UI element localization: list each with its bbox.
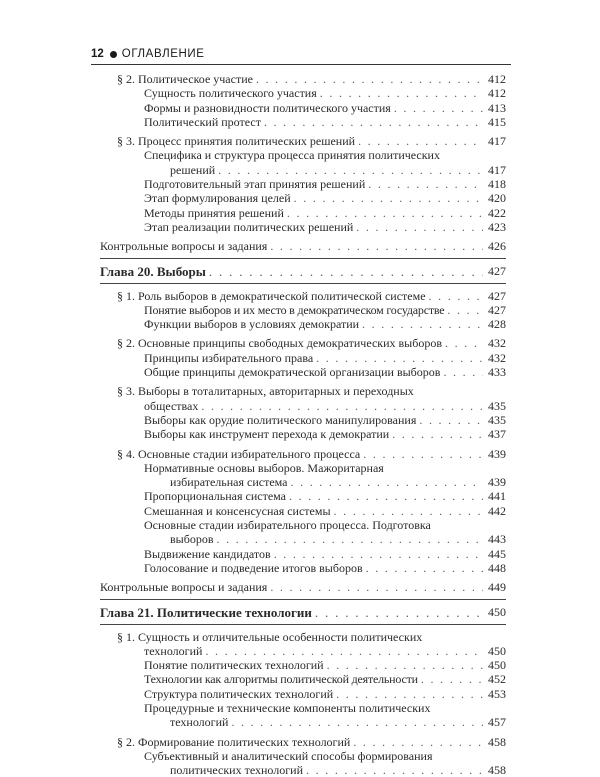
leader-dots [201,399,483,413]
leader-dots [421,672,483,686]
toc-entry-page: 420 [488,191,506,206]
leader-dots [336,687,483,701]
toc-entry-label: технологий [170,715,229,730]
toc-entry-label-line1: § 3. Выборы в тоталитарных, авторитарных и переходных [117,384,414,399]
toc-entry-label: Глава 21. Политические технологии [100,604,312,620]
leader-dots [356,220,483,234]
leader-dots [217,532,484,546]
toc-entry-label: технологий [144,643,203,658]
toc-entry-subsection[interactable] [100,206,506,220]
divider [100,599,506,600]
toc-entry-section[interactable] [100,384,506,413]
toc-entry-subsection[interactable] [100,701,506,730]
toc-entry-page: 412 [488,86,506,101]
toc-entry-page: 428 [488,317,506,332]
toc-entry-subsection[interactable] [100,351,506,365]
toc-entry-subsection[interactable] [100,687,506,701]
toc-entry-label-line1: § 1. Сущность и отличительные особенности политических [117,629,423,644]
header-title: ОГЛАВЛЕНИЕ [121,48,205,60]
toc-entry-page: 418 [488,177,506,192]
toc-entry-page: 452 [488,672,506,687]
leader-dots [315,605,483,620]
toc-entry-subsection[interactable] [100,86,506,100]
toc-entry-subsection[interactable] [100,177,506,191]
toc-entry-label: Методы принятия решений [144,205,284,220]
toc-entry-page: 417 [488,134,506,149]
leader-dots [327,658,483,672]
leader-dots [392,427,483,441]
toc-entry-label: Голосование и подведение итогов выборов [144,560,363,575]
page-number: 12 [91,48,104,60]
divider [100,258,506,259]
toc-entry-page: 432 [488,350,506,365]
leader-dots [209,264,483,279]
toc-entry-section[interactable] [100,630,506,659]
toc-entry-page: 439 [488,446,506,461]
leader-dots [366,561,483,575]
toc-entry-subsection[interactable] [100,561,506,575]
toc-entry-page: 442 [488,503,506,518]
toc-entry-label-line1: Нормативные основы выборов. Мажоритарная [144,460,384,475]
toc-entry-label: Пропорциональная система [144,489,286,504]
toc-entry-label: Сущность политического участия [144,86,317,101]
toc-entry-label: Контрольные вопросы и задания [100,239,268,254]
toc-entry-page: 412 [488,72,506,86]
running-header [91,44,511,65]
toc-entry-subsection[interactable] [100,504,506,518]
toc-entry-page: 449 [488,580,506,595]
toc-entry-label: Контрольные вопросы и задания [100,580,268,595]
leader-dots [291,475,484,489]
toc-entry-page: 445 [488,546,506,561]
toc-entry-subsection[interactable] [100,115,506,129]
toc-entry-chapter[interactable] [100,264,506,279]
toc-entry-label: § 2. Основные принципы свободных демократических выборов [117,336,443,351]
toc-entry-label: решений [170,162,216,177]
toc-entry-label: Структура политических технологий [144,686,334,701]
toc-entry-label: Технологии как алгоритмы политической деятельности [144,672,418,687]
toc-entry-page: 458 [488,763,506,777]
toc-entry-label: Выборы как инструмент перехода к демократии [144,427,390,442]
toc-entry-page: 413 [488,100,506,115]
toc-entry-label: Политический протест [144,114,261,129]
toc-entry-page: 453 [488,686,506,701]
leader-dots [334,504,483,518]
leader-dots [231,715,483,729]
leader-dots [256,72,483,86]
toc-entry-page: 427 [488,288,506,303]
toc-entry-label: Понятие политических технологий [144,658,324,673]
leader-dots [320,86,483,100]
toc-entry-page: 435 [488,412,506,427]
toc-entry-subsection[interactable] [100,427,506,441]
leader-dots [447,303,483,317]
leader-dots [363,447,483,461]
toc-entry-page: 417 [488,162,506,177]
toc-entry-label: Подготовительный этап принятия решений [144,177,366,192]
toc-entry-page: 426 [488,239,506,254]
leader-dots [218,163,483,177]
toc-entry-page: 443 [488,532,506,547]
divider [100,283,506,284]
toc-entry-subsection[interactable] [100,220,506,234]
leader-dots [289,489,483,503]
toc-entry-subsection[interactable] [100,303,506,317]
toc-entry-label: Глава 20. Выборы [100,263,206,279]
toc-entry-label: § 3. Процесс принятия политических решений [117,134,356,149]
toc-entry-subsection[interactable] [100,518,506,547]
toc-entry-label: Понятие выборов и их место в демократическом государстве [144,302,445,317]
toc-entry-page: 422 [488,205,506,220]
toc-entry-label: Принципы избирательного права [144,350,314,365]
leader-dots [419,413,483,427]
toc-entry-label: Выдвижение кандидатов [144,546,271,561]
leader-dots [306,763,483,777]
toc-entry-section[interactable] [100,289,506,303]
toc-entry-label-line1: Основные стадии избирательного процесса. Подготовка [144,518,431,533]
toc-entry-section[interactable] [100,134,506,148]
toc-entry-label: выборов [170,532,214,547]
toc-entry-subsection[interactable] [100,365,506,379]
toc-entry-subsection[interactable] [100,191,506,205]
leader-dots [362,317,483,331]
toc-entry-page: 427 [488,302,506,317]
leader-dots [445,336,483,350]
toc-entry-page: 450 [488,604,506,619]
toc-entry-page: 427 [488,263,506,278]
toc-entry-chapter[interactable] [100,605,506,620]
toc-entry-page: 435 [488,398,506,413]
toc-entry-label: Этап реализации политических решений [144,219,354,234]
toc-entry-label: Выборы как орудие политического манипулирования [144,412,417,427]
toc-entry-page: 415 [488,114,506,129]
toc-entry-label: политических технологий [170,763,304,777]
toc-entry-page: 457 [488,715,506,730]
toc-entry-section[interactable] [100,735,506,749]
toc-entry-subsection[interactable] [100,413,506,427]
toc-entry-subsection[interactable] [100,101,506,115]
leader-dots [353,735,483,749]
leader-dots [205,644,483,658]
toc-entry-label: обществах [144,398,199,413]
toc-entry-page: 450 [488,658,506,673]
toc-entry-section[interactable] [100,447,506,461]
toc-entry-label: Этап формулирования целей [144,191,291,206]
toc-entry-label: избирательная система [170,475,288,490]
leader-dots [294,191,483,205]
leader-dots [368,177,483,191]
bullet-icon [110,51,117,58]
toc-entry-subsection[interactable] [100,672,506,686]
toc-entry-page: 439 [488,475,506,490]
toc-entry-page: 432 [488,336,506,351]
toc-entry-label: § 2. Политическое участие [117,72,253,86]
toc-entry-review-questions[interactable] [100,239,506,253]
toc-entry-label: Функции выборов в условиях демократии [144,317,360,332]
toc-entry-label: Формы и разновидности политического участия [144,100,391,115]
toc-entry-page: 423 [488,219,506,234]
toc-entry-label: § 1. Роль выборов в демократической политической системе [117,288,426,303]
leader-dots [358,134,483,148]
toc-entry-label: Смешанная и консенсусная системы [144,503,331,518]
toc-entry-subsection[interactable] [100,547,506,561]
toc-entry-section[interactable] [100,72,506,86]
toc-entry-section[interactable] [100,336,506,350]
leader-dots [429,289,483,303]
leader-dots [443,365,483,379]
toc-entry-label: § 2. Формирование политических технологий [117,734,351,749]
toc-entry-label-line1: Субъективный и аналитический способы формирования [144,748,433,763]
toc-entry-page: 441 [488,489,506,504]
table-of-contents [100,72,506,777]
toc-entry-label-line1: Процедурные и технические компоненты политических [144,700,431,715]
leader-dots [264,115,483,129]
toc-entry-page: 450 [488,643,506,658]
toc-entry-page: 433 [488,365,506,380]
toc-entry-review-questions[interactable] [100,580,506,594]
leader-dots [316,351,483,365]
toc-entry-subsection[interactable] [100,749,506,777]
leader-dots [287,206,483,220]
toc-entry-label: Общие принципы демократической организации выборов [144,365,441,380]
leader-dots [394,101,483,115]
toc-entry-label: § 4. Основные стадии избирательного процесса [117,446,361,461]
divider [100,624,506,625]
leader-dots [270,239,483,253]
toc-entry-subsection[interactable] [100,461,506,490]
toc-entry-subsection[interactable] [100,148,506,177]
toc-entry-page: 448 [488,560,506,575]
toc-entry-page: 458 [488,734,506,749]
toc-entry-subsection[interactable] [100,489,506,503]
toc-entry-subsection[interactable] [100,658,506,672]
toc-entry-subsection[interactable] [100,317,506,331]
toc-entry-label-line1: Специфика и структура процесса принятия политических [144,148,440,163]
leader-dots [274,547,483,561]
toc-entry-page: 437 [488,427,506,442]
leader-dots [270,580,483,594]
